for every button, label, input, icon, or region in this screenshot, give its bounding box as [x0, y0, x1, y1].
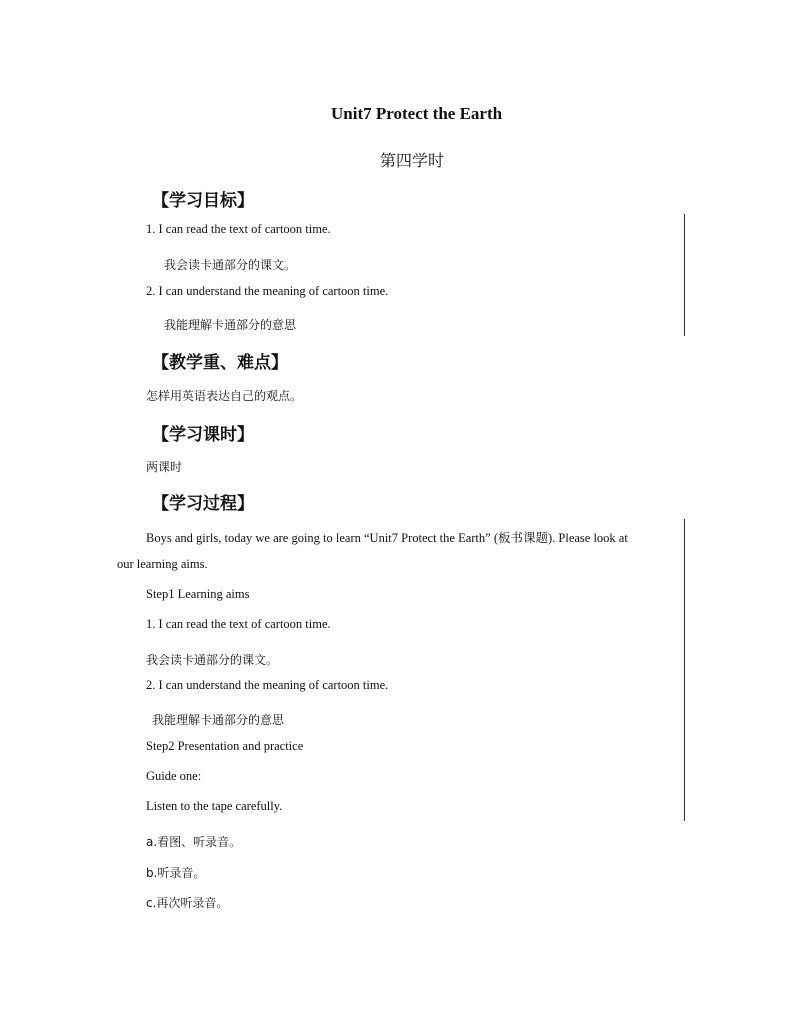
step2-heading: Step2 Presentation and practice — [146, 739, 304, 753]
objective-1-zh: 我会读卡通部分的课文。 — [164, 258, 297, 272]
sub-step-b: b.听录音。 — [146, 866, 206, 880]
aim-2-en: 2. I can understand the meaning of cartoon time. — [146, 678, 389, 692]
periods-text: 两课时 — [146, 460, 183, 474]
aim-1-en: 1. I can read the text of cartoon time. — [146, 617, 331, 631]
sub-step-c: c.再次听录音。 — [146, 896, 229, 910]
document-title: Unit7 Protect the Earth — [331, 104, 503, 123]
objective-2-zh: 我能理解卡通部分的意思 — [164, 318, 297, 332]
margin-line — [684, 519, 685, 821]
section-heading-objectives: 【学习目标】 — [152, 191, 254, 211]
section-heading-periods: 【学习课时】 — [152, 425, 254, 445]
aim-2-zh: 我能理解卡通部分的意思 — [152, 713, 285, 727]
objective-2-en: 2. I can understand the meaning of cartoon time. — [146, 284, 389, 298]
process-intro-line2: our learning aims. — [117, 557, 208, 571]
aim-1-zh: 我会读卡通部分的课文。 — [146, 653, 279, 667]
listen-instruction: Listen to the tape carefully. — [146, 799, 283, 813]
document-subtitle: 第四学时 — [380, 151, 445, 170]
sub-step-a: a.看图、听录音。 — [146, 835, 242, 849]
objective-1-en: 1. I can read the text of cartoon time. — [146, 222, 331, 236]
guide-one: Guide one: — [146, 769, 202, 783]
process-intro-line1: Boys and girls, today we are going to learn “Unit7 Protect the Earth” (板书课题). Please look at — [146, 531, 628, 545]
section-heading-process: 【学习过程】 — [152, 494, 254, 514]
step1-heading: Step1 Learning aims — [146, 587, 250, 601]
section-heading-key-points: 【教学重、难点】 — [152, 353, 288, 373]
margin-line — [684, 214, 685, 336]
key-points-text: 怎样用英语表达自己的观点。 — [146, 389, 303, 403]
